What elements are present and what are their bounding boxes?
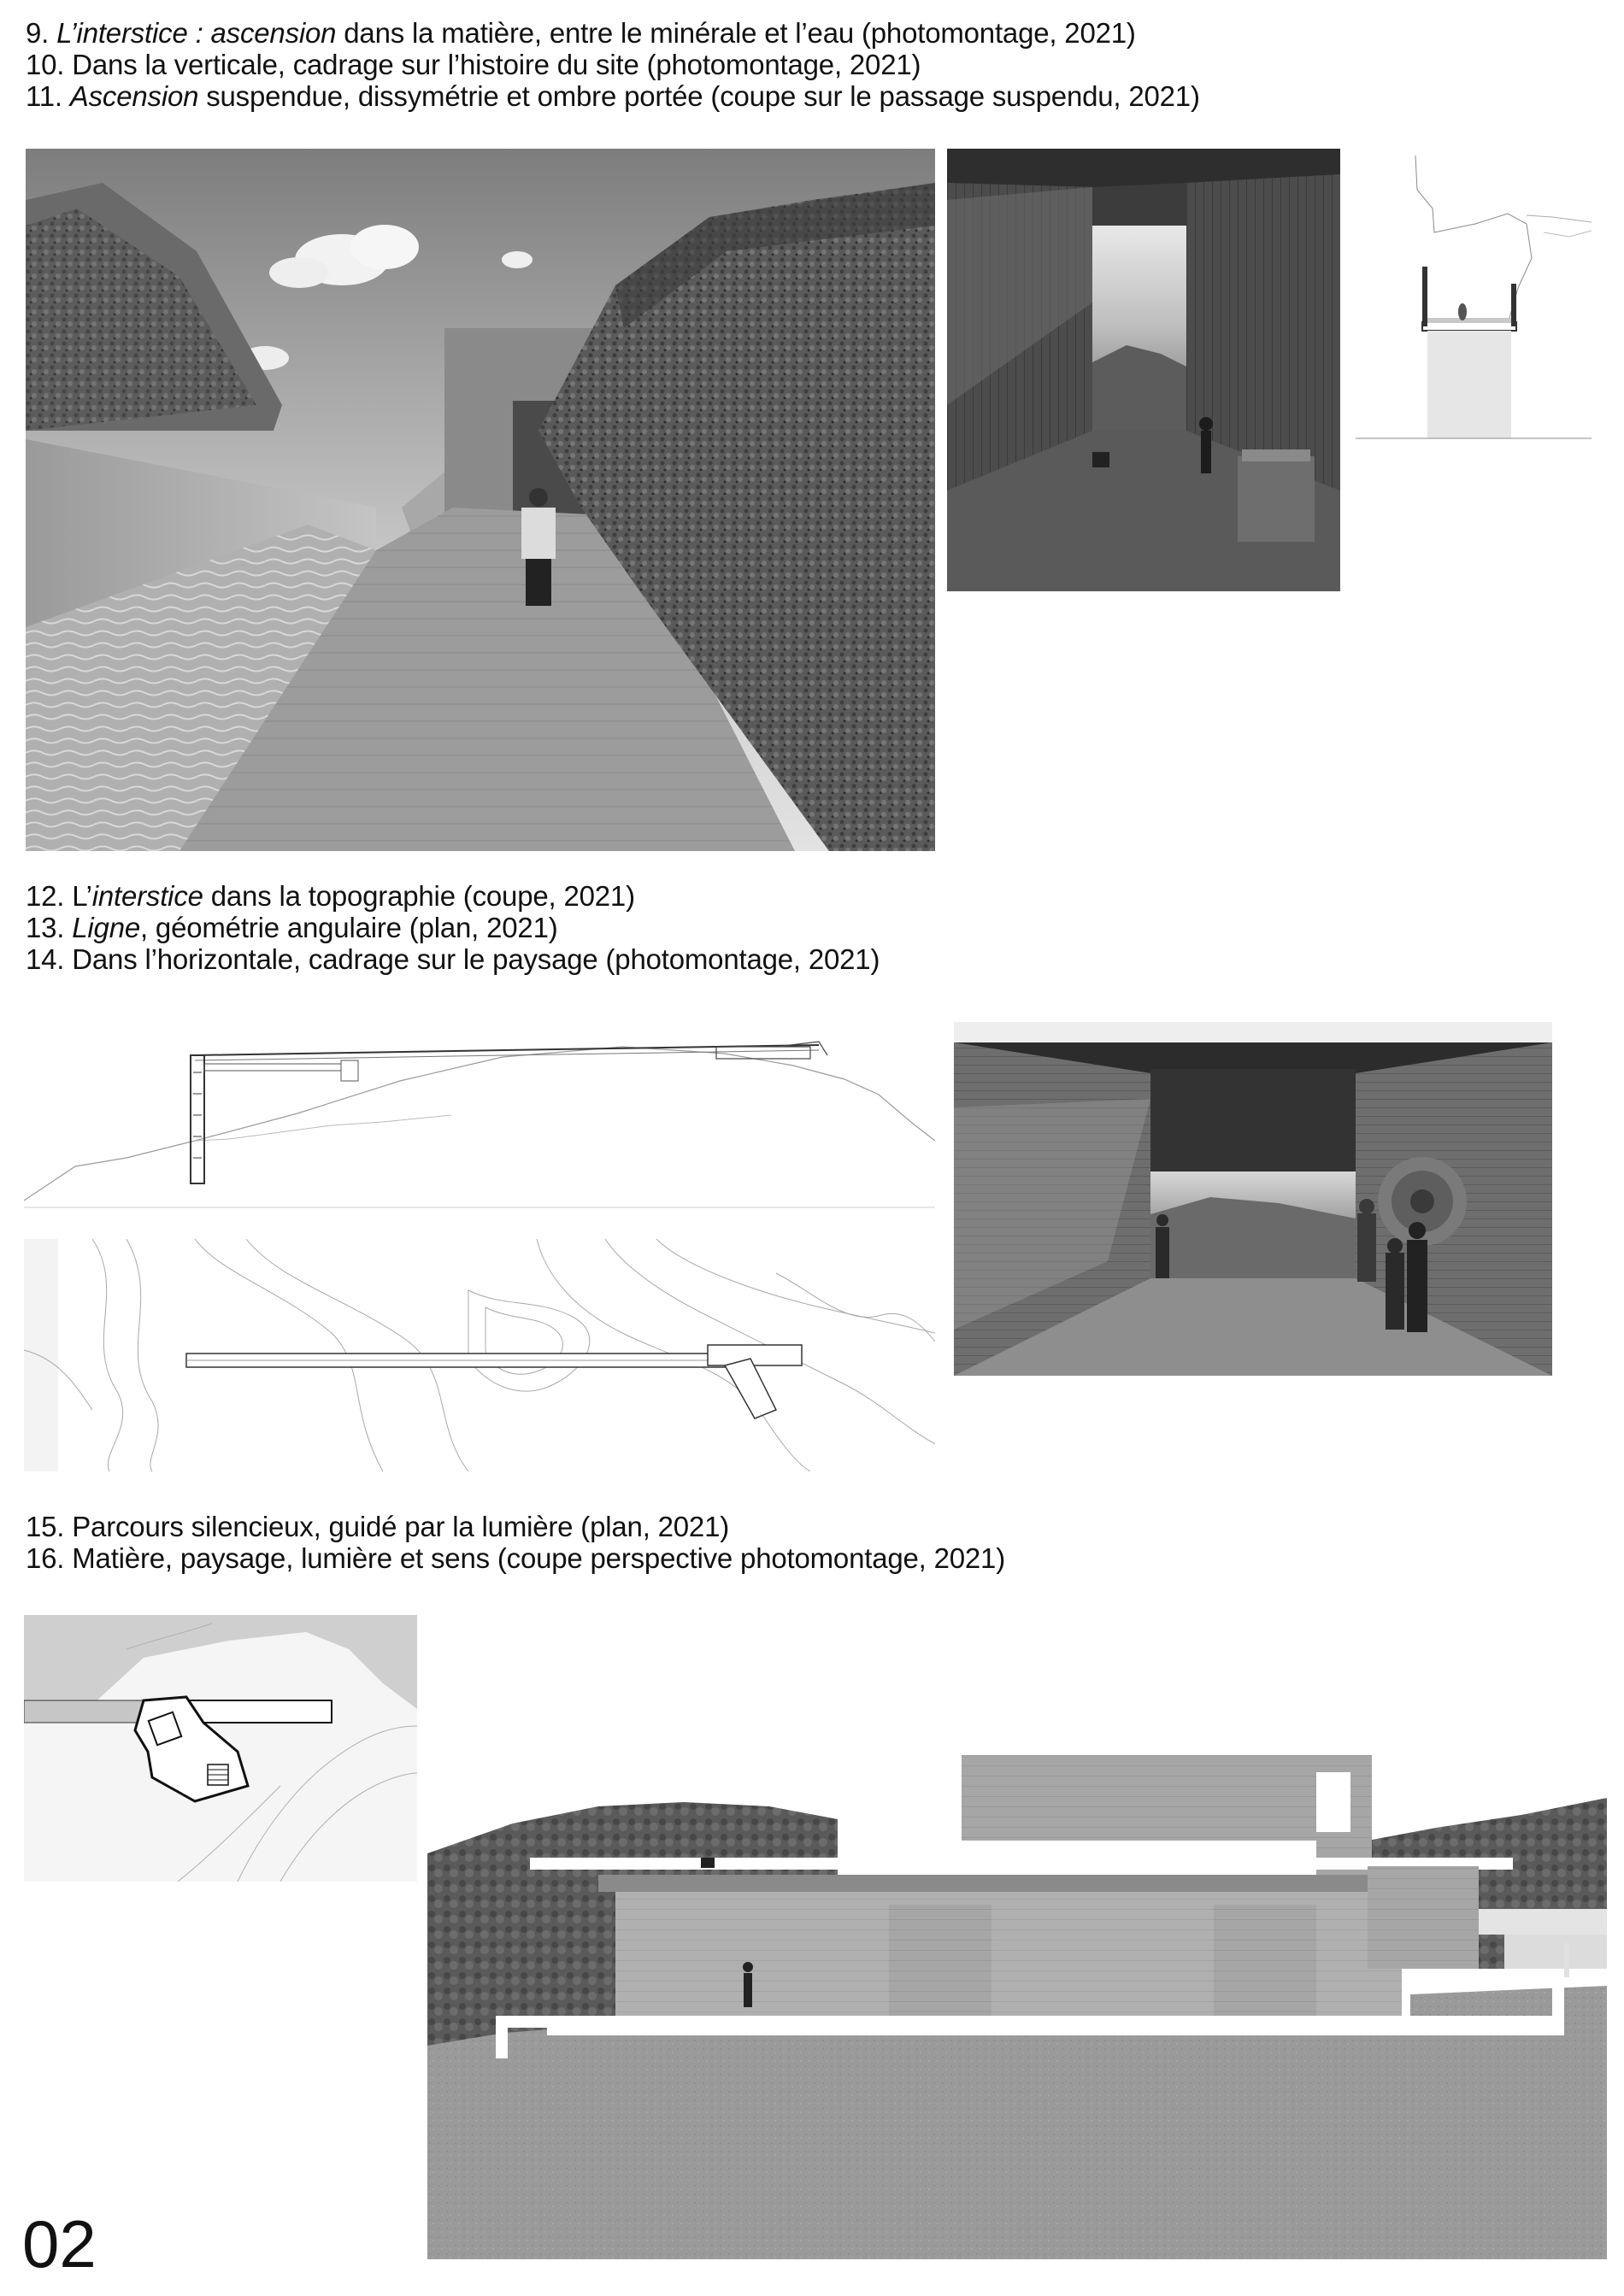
caption-16: 16. Matière, paysage, lumière et sens (coupe perspective photomontage, 2021) bbox=[26, 1542, 1005, 1574]
page-number: 02 bbox=[22, 2206, 97, 2281]
coupe-passage-suspendu bbox=[1356, 156, 1592, 443]
coupe-topographie bbox=[24, 1013, 935, 1209]
caption-group-3 bbox=[26, 1511, 1005, 1574]
photomontage-ascension bbox=[26, 149, 935, 851]
caption-group-2 bbox=[26, 880, 880, 975]
photomontage-horizontale bbox=[954, 1022, 1552, 1376]
plan-parcours bbox=[24, 1615, 417, 1882]
caption-14: 14. Dans l’horizontale, cadrage sur le paysage (photomontage, 2021) bbox=[26, 943, 880, 975]
caption-15: 15. Parcours silencieux, guidé par la lumière (plan, 2021) bbox=[26, 1511, 730, 1542]
caption-12: 12. L’interstice dans la topographie (coupe, 2021) bbox=[26, 880, 635, 912]
caption-11: 11. Ascension suspendue, dissymétrie et ombre portée (coupe sur le passage suspendu, 2021) bbox=[26, 80, 1200, 112]
caption-9: 9. L’interstice : ascension dans la matière, entre le minérale et l’eau (photomontage, 2021) bbox=[26, 17, 1136, 49]
caption-group-1 bbox=[26, 17, 1200, 112]
caption-13: 13. Ligne, géométrie angulaire (plan, 2021) bbox=[26, 912, 558, 943]
caption-10: 10. Dans la verticale, cadrage sur l’histoire du site (photomontage, 2021) bbox=[26, 49, 921, 80]
coupe-perspective bbox=[427, 1755, 1607, 2259]
plan-topographique bbox=[24, 1239, 935, 1471]
photomontage-verticale bbox=[947, 149, 1340, 591]
